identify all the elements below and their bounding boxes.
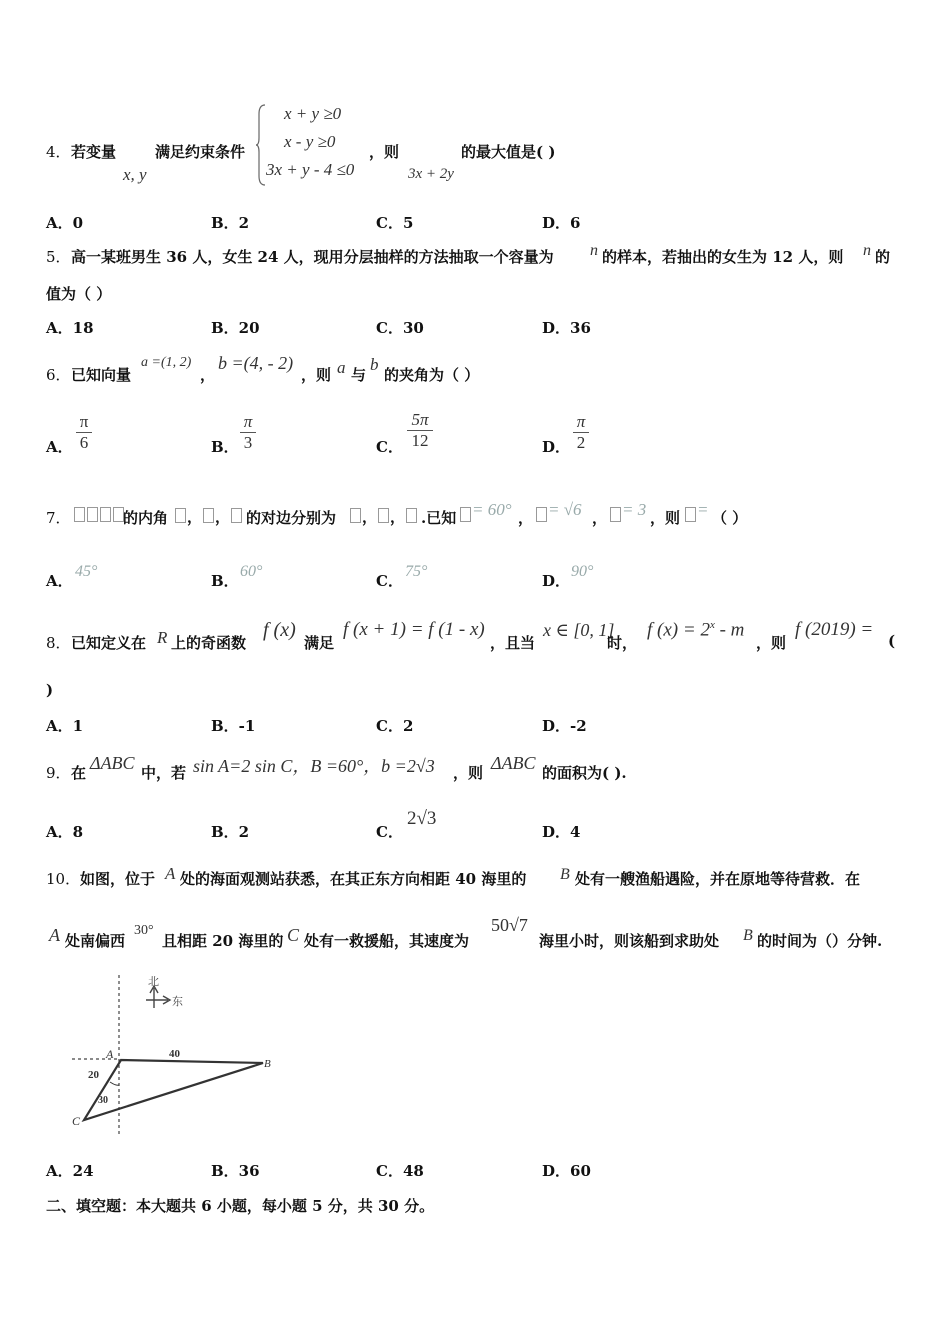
q4-constraint-3: 3x + y - 4 ≤0	[266, 160, 355, 179]
q6-vector-a: a =(1, 2)	[141, 355, 192, 370]
q6-option-b-label: B．	[211, 438, 239, 456]
q8-text-8: )	[46, 681, 54, 699]
q10-text-1: 如图，位于	[80, 870, 156, 888]
q8-f-def	[647, 619, 744, 641]
q9-conditions: sin A=2 sin C，B =60°，b =2√3	[193, 756, 435, 776]
q6-option-d-label: D．	[542, 438, 571, 456]
q9-number: 9．	[46, 764, 71, 782]
angle-arc	[110, 1082, 119, 1085]
q6-option-c-label: C．	[376, 438, 403, 456]
q4-constraint-1: x + y ≥0	[284, 104, 342, 123]
q7-missing-glyphs-sides: ， ，	[349, 506, 418, 527]
q6-option-d-value	[573, 412, 589, 453]
q10-point-a: A	[165, 864, 176, 883]
q9-triangle-1: ΔABC	[90, 753, 135, 773]
q7-option-d-label: D．	[542, 572, 571, 590]
q7-text-2: 的对边分别为	[246, 509, 337, 527]
q10-point-c: C	[287, 925, 300, 945]
q4-option-c: C．5	[376, 214, 414, 232]
q10-text-5: 且相距 20 海里的	[162, 932, 284, 950]
q9-option-a: A．8	[46, 823, 84, 841]
q7-given-side-1: = √6	[548, 500, 582, 519]
q7-missing-glyph-side-1	[535, 506, 548, 525]
q5-n-2: n	[863, 242, 871, 259]
q8-text-2: 上的奇函数	[171, 634, 247, 652]
q8-option-d: D．-2	[542, 717, 587, 735]
q6-option-b-num: π	[243, 412, 253, 431]
q9-option-d: D．4	[542, 823, 581, 841]
q10-option-c: C．48	[376, 1162, 424, 1180]
q8-text-1: 已知定义在	[71, 634, 147, 652]
q4-option-a: A．0	[46, 214, 84, 232]
q4-number: 4．	[46, 143, 71, 161]
q7-number: 7．	[46, 509, 71, 527]
q8-text-3: 满足	[304, 634, 335, 652]
q4-text-2: 满足约束条件	[155, 143, 246, 161]
q4-option-d: D．6	[542, 214, 581, 232]
q5-number: 5．	[46, 248, 71, 266]
q9-triangle-2: ΔABC	[491, 753, 536, 773]
q6-text-3: 与	[351, 366, 367, 384]
q8-f-def-tail: - m	[714, 619, 745, 641]
east-label: 东	[172, 995, 183, 1008]
distance-20: 20	[88, 1069, 99, 1081]
q5-option-b: B．20	[211, 319, 260, 337]
q8-option-b: B．-1	[211, 717, 256, 735]
q8-f-def-base: f (x) = 2	[647, 619, 710, 641]
q4-text-3: ，则	[369, 143, 400, 161]
q7-comma-1: ，	[518, 509, 534, 527]
q7-text-1: 的内角	[123, 509, 169, 527]
q7-comma-2: ，	[592, 509, 608, 527]
q8-text-4: ，且当	[490, 634, 536, 652]
q7-missing-glyph-side-2	[609, 506, 622, 525]
section-2-heading: 二、填空题：本大题共 6 小题，每小题 5 分，共 30 分。	[46, 1197, 435, 1215]
q6-text-4: 的夹角为（ ）	[384, 366, 480, 384]
q10-text-8: 的时间为（）分钟.	[757, 932, 883, 950]
q7-given-angle: = 60°	[472, 500, 512, 519]
q8-f-def-exponent: x	[709, 619, 715, 631]
q6-text-1: 已知向量	[71, 366, 132, 384]
q6-b: b	[370, 355, 379, 374]
q8-text-7: (	[888, 632, 896, 650]
q9-text-1: 在	[71, 764, 87, 782]
q9-option-c-value: 2√3	[407, 808, 437, 829]
q5-n-1: n	[590, 242, 598, 259]
q7-option-d-value: 90°	[571, 563, 594, 580]
q8-option-c: C．2	[376, 717, 414, 735]
q7-equals: =	[697, 500, 709, 519]
q6-option-d-den: 2	[576, 433, 586, 452]
angle-30: 30	[98, 1095, 108, 1106]
q7-missing-glyph-angle-value	[459, 506, 472, 525]
q10-point-a-2: A	[49, 925, 60, 945]
q10-point-b-2: B	[743, 927, 753, 944]
q8-number: 8．	[46, 634, 71, 652]
q10-point-b: B	[560, 866, 570, 883]
distance-40: 40	[169, 1048, 180, 1060]
q7-missing-glyph-target	[684, 506, 697, 525]
q5-option-a: A．18	[46, 319, 94, 337]
q6-a: a	[337, 358, 346, 377]
q5-text-1: 高一某班男生 36 人，女生 24 人，现用分层抽样的方法抽取一个容量为	[71, 248, 554, 266]
q10-option-d: D．60	[542, 1162, 591, 1180]
q10-option-b: B．36	[211, 1162, 260, 1180]
q7-text-3: .已知	[421, 509, 457, 527]
q10-angle: 30°	[134, 923, 154, 938]
q6-comma: ，	[200, 366, 216, 384]
q4-constraint-2: x - y ≥0	[284, 132, 336, 151]
q10-text-6: 处有一救援船，其速度为	[304, 932, 470, 950]
triangle-abc	[84, 1060, 263, 1120]
q6-number: 6．	[46, 366, 71, 384]
q10-option-a: A．24	[46, 1162, 94, 1180]
q8-text-6: ，则	[756, 634, 787, 652]
q7-given-side-2: = 3	[622, 500, 647, 519]
q7-option-b-value: 60°	[240, 563, 263, 580]
q10-number: 10．	[46, 870, 81, 888]
q5-option-c: C．30	[376, 319, 424, 337]
q7-option-c-value: 75°	[405, 563, 428, 580]
q4-expression: 3x + 2y	[408, 166, 454, 182]
q7-text-5: （ ）	[712, 509, 748, 527]
q7-missing-glyphs-angles: ， ，	[174, 506, 243, 527]
q5-text-2: 的样本，若抽出的女生为 12 人，则	[602, 248, 844, 266]
q8-domain: x ∈ [0, 1]	[543, 620, 615, 640]
q6-text-2: ，则	[301, 366, 332, 384]
north-label: 北	[148, 975, 159, 988]
q4-vars: x, y	[123, 165, 147, 184]
q8-f-x: f (x)	[263, 619, 296, 641]
q6-option-c-value	[407, 410, 433, 451]
q6-option-b-den: 3	[243, 433, 253, 452]
q8-text-5: 时，	[607, 634, 638, 652]
q8-R: R	[157, 628, 168, 647]
q10-text-2: 处的海面观测站获悉，在其正东方向相距 40 海里的	[180, 870, 527, 888]
q10-speed: 50√7	[491, 915, 528, 935]
q6-option-b-value	[240, 412, 256, 453]
q8-functional-eq: f (x + 1) = f (1 - x)	[343, 619, 485, 640]
q5-text-4: 值为（ ）	[46, 285, 112, 303]
q6-vector-b: b =(4, - 2)	[218, 353, 294, 373]
label-b: B	[264, 1058, 271, 1070]
q7-missing-glyphs-triangle	[73, 506, 125, 525]
q6-option-d-num: π	[576, 412, 586, 431]
q4-option-b: B．2	[211, 214, 250, 232]
q6-option-c-num: 5π	[411, 410, 429, 429]
q4-text-1: 若变量	[71, 143, 117, 161]
q7-option-c-label: C．	[376, 572, 403, 590]
q10-figure	[66, 970, 286, 1140]
q6-option-a-label: A．	[46, 438, 73, 456]
q5-option-d: D．36	[542, 319, 591, 337]
q9-option-c-label: C．	[376, 823, 403, 841]
q8-option-a: A．1	[46, 717, 84, 735]
q6-option-a-num: π	[79, 412, 89, 431]
q7-option-a-value: 45°	[75, 563, 98, 580]
q9-text-2: 中，若	[141, 764, 187, 782]
q8-f-2019: f (2019) =	[795, 619, 874, 640]
q7-text-4: ，则	[650, 509, 681, 527]
q7-option-b-label: B．	[211, 572, 239, 590]
q9-text-4: 的面积为( ).	[542, 764, 627, 782]
q9-option-b: B．2	[211, 823, 250, 841]
q5-text-3: 的	[875, 248, 891, 266]
label-a: A	[106, 1047, 114, 1061]
q10-text-7: 海里小时，则该船到求助处	[539, 932, 720, 950]
q7-option-a-label: A．	[46, 572, 73, 590]
q6-option-c-den: 12	[411, 431, 429, 450]
q6-option-a-value	[76, 412, 92, 453]
label-c: C	[72, 1114, 81, 1128]
q9-text-3: ，则	[453, 764, 484, 782]
q6-option-a-den: 6	[79, 433, 89, 452]
q4-text-4: 的最大值是( )	[461, 143, 556, 161]
q10-text-4: 处南偏西	[65, 932, 126, 950]
q10-text-3: 处有一艘渔船遇险，并在原地等待营救．在	[575, 870, 861, 888]
